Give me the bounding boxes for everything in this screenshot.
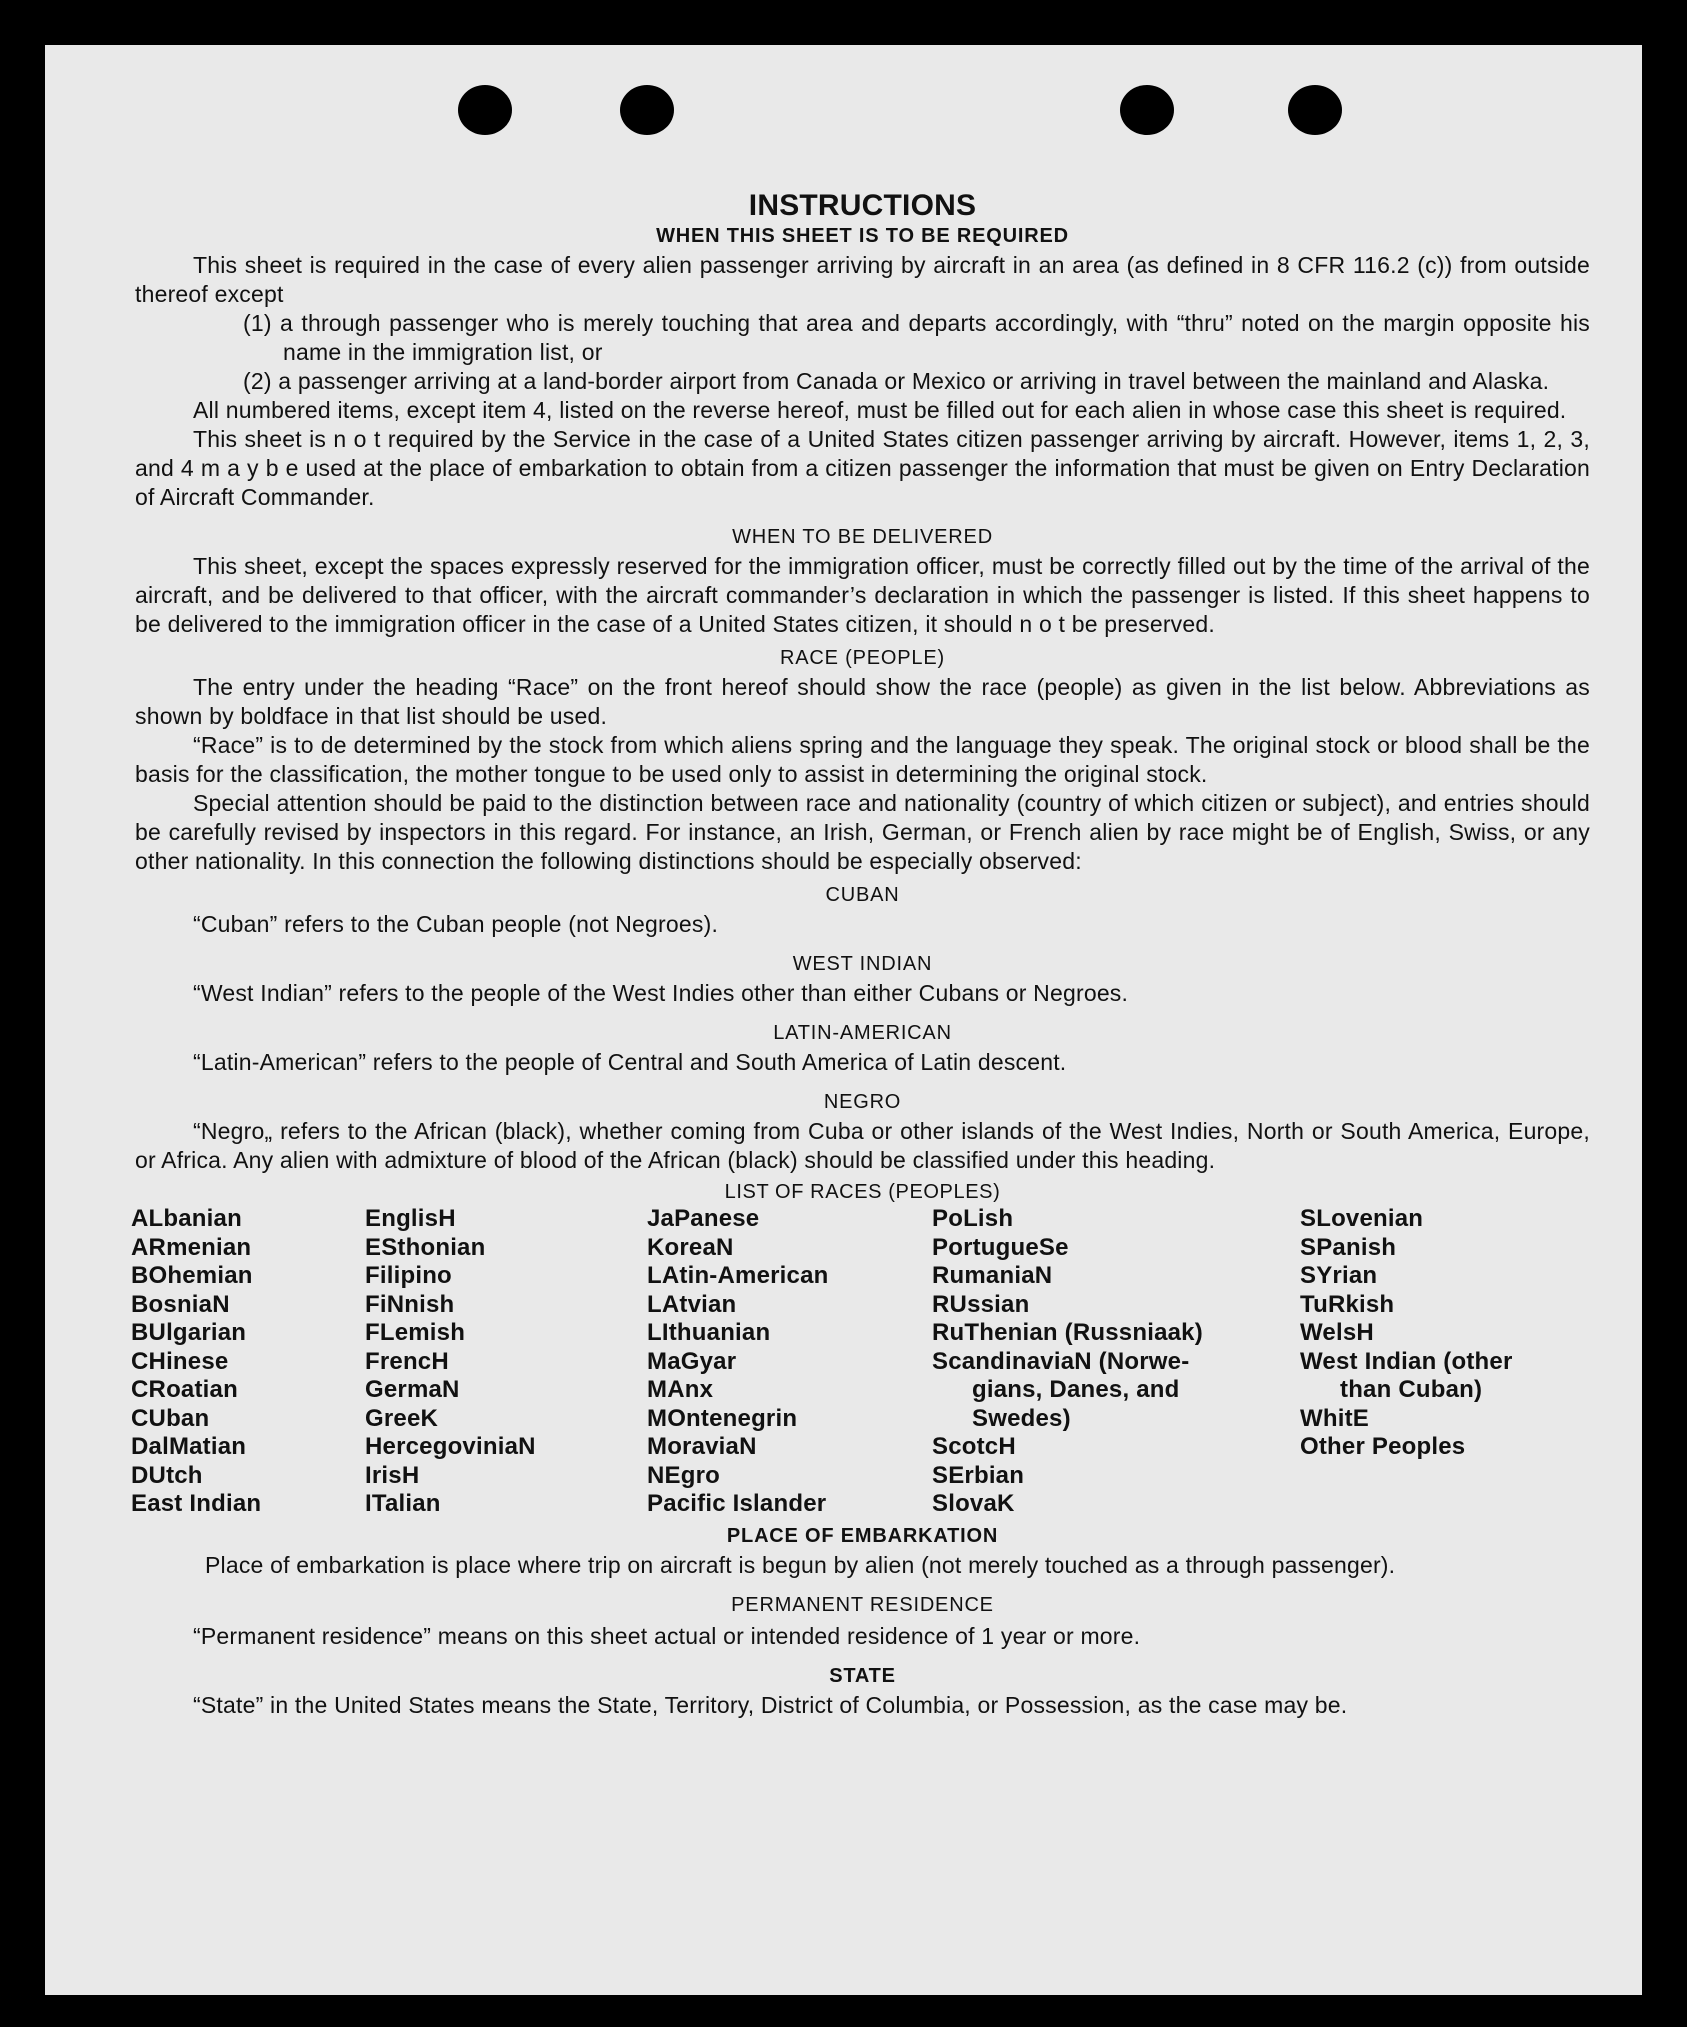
- race-entry: SErbian: [932, 1461, 1025, 1489]
- section-heading-cuban: CUBAN: [825, 884, 900, 906]
- race-entry: KoreaN: [647, 1233, 734, 1261]
- race-entry: ARmenian: [131, 1233, 252, 1261]
- race-entry: PoLish: [932, 1205, 1014, 1232]
- paragraph: “Race” is to de determined by the stock from which aliens spring and the language they speak. The original stock or blood shall be the basis for the classification, the mother tongue to be used only to assist in determining the original stock.: [135, 732, 1590, 787]
- section-heading-state: STATE: [829, 1665, 896, 1687]
- race-entry: MoraviaN: [647, 1433, 757, 1460]
- race-entry: ScotcH: [932, 1433, 1016, 1460]
- list-item: (2) a passenger arriving at a land-border airport from Canada or Mexico or arriving in travel between the mainland and Alaska.: [243, 368, 1550, 394]
- paragraph: “Permanent residence” means on this sheet actual or intended residence of 1 year or more.: [193, 1623, 1141, 1649]
- document-sheet: [45, 45, 1642, 1995]
- punch-hole: [620, 85, 674, 135]
- race-entry: RuThenian (Russniaak): [932, 1319, 1203, 1346]
- race-entry: ScandinaviaN (Norwe-: [932, 1347, 1190, 1375]
- race-entry: EnglisH: [365, 1205, 456, 1232]
- section-heading-west-indian: WEST INDIAN: [792, 953, 933, 975]
- race-entry: MAnx: [647, 1376, 714, 1403]
- race-entry: Filipino: [365, 1262, 452, 1289]
- section-heading-required: WHEN THIS SHEET IS TO BE REQUIRED: [656, 225, 1069, 247]
- race-entry: FiNnish: [365, 1290, 455, 1318]
- race-entry: LAtvian: [647, 1290, 737, 1318]
- race-entry: DalMatian: [131, 1433, 247, 1460]
- race-entry: MOntenegrin: [647, 1404, 798, 1432]
- punch-hole: [1120, 85, 1174, 135]
- race-entry: ESthonian: [365, 1233, 486, 1261]
- race-entry: WhitE: [1300, 1404, 1369, 1432]
- race-entry: CRoatian: [131, 1376, 238, 1403]
- paragraph: The entry under the heading “Race” on the front hereof should show the race (people) as given in the list below. Abbreviations as shown by boldface in that list should be used.: [135, 674, 1590, 729]
- race-entry: JaPanese: [647, 1205, 760, 1232]
- race-entry: BOhemian: [131, 1262, 253, 1289]
- race-entry: HercegoviniaN: [365, 1433, 536, 1460]
- race-entry: ITalian: [365, 1490, 441, 1517]
- race-entry: Pacific Islander: [647, 1490, 827, 1517]
- race-entry: RUssian: [932, 1290, 1030, 1318]
- race-entry: FLemish: [365, 1319, 466, 1346]
- races-column-1: [131, 1205, 261, 1519]
- race-entry: BosniaN: [131, 1290, 230, 1318]
- paragraph: Place of embarkation is place where trip on aircraft is begun by alien (not merely touched as a through passenger).: [205, 1552, 1396, 1578]
- race-entry: FrencH: [365, 1347, 449, 1375]
- race-entry: LIthuanian: [647, 1319, 771, 1346]
- races-column-2: [365, 1205, 536, 1519]
- section-heading-residence: PERMANENT RESIDENCE: [731, 1594, 994, 1616]
- race-entry: LAtin-American: [647, 1262, 829, 1289]
- race-entry: CHinese: [131, 1347, 229, 1375]
- paragraph: “State” in the United States means the State, Territory, District of Columbia, or Possession, as the case may be.: [193, 1692, 1348, 1718]
- race-entry: NEgro: [647, 1461, 720, 1489]
- race-entry: BUlgarian: [131, 1319, 247, 1346]
- races-list-heading: LIST OF RACES (PEOPLES): [724, 1181, 1001, 1203]
- race-entry: SlovaK: [932, 1490, 1015, 1517]
- paragraph: This sheet is required in the case of every alien passenger arriving by aircraft in an area (as defined in 8 CFR 116.2 (c)) from outside thereof except: [135, 252, 1590, 307]
- races-column-3: [647, 1205, 829, 1519]
- races-column-4: [932, 1205, 1203, 1519]
- paragraph: “Latin-American” refers to the people of Central and South America of Latin descent.: [193, 1049, 1067, 1075]
- race-entry: GreeK: [365, 1404, 439, 1432]
- race-entry: GermaN: [365, 1376, 460, 1403]
- race-entry: RumaniaN: [932, 1262, 1053, 1289]
- race-entry: PortugueSe: [932, 1233, 1069, 1261]
- paragraph: “Cuban” refers to the Cuban people (not Negroes).: [193, 911, 719, 937]
- section-heading-negro: NEGRO: [823, 1091, 902, 1113]
- race-entry: SYrian: [1300, 1262, 1378, 1289]
- document-body: [131, 145, 1590, 1720]
- race-entry: IrisH: [365, 1461, 420, 1489]
- section-heading-embarkation: PLACE OF EMBARKATION: [726, 1525, 999, 1547]
- race-entry-continued: than Cuban): [1340, 1376, 1483, 1403]
- races-list: [131, 1205, 1590, 1523]
- race-entry: West Indian (other: [1300, 1347, 1513, 1375]
- race-entry: DUtch: [131, 1461, 203, 1489]
- paragraph: Special attention should be paid to the distinction between race and nationality (country of which citizen or subject), and entries should be carefully revised by inspectors in this regard. For instance, an Irish, German, or French alien by race might be of English, Swiss, or any other nationality. In this connection the following distinctions should be especially observed:: [135, 790, 1590, 874]
- page-title: INSTRUCTIONS: [748, 189, 977, 222]
- race-entry: East Indian: [131, 1490, 262, 1517]
- race-entry: Other Peoples: [1300, 1433, 1466, 1460]
- paragraph: “West Indian” refers to the people of the West Indies other than either Cubans or Negroes.: [193, 980, 1129, 1006]
- race-entry: SPanish: [1300, 1233, 1397, 1261]
- list-item: (1) a through passenger who is merely touching that area and departs accordingly, with “thru” noted on the margin opposite his name in the immigration list, or: [243, 310, 1590, 365]
- paragraph: All numbered items, except item 4, listed on the reverse hereof, must be filled out for each alien in whose case this sheet is required.: [193, 397, 1567, 423]
- race-entry: SLovenian: [1300, 1205, 1424, 1232]
- race-entry-continued: Swedes): [972, 1404, 1071, 1432]
- race-entry: CUban: [131, 1404, 210, 1432]
- race-entry-continued: gians, Danes, and: [972, 1376, 1180, 1403]
- races-column-5: [1300, 1205, 1513, 1462]
- section-heading-latin-american: LATIN-AMERICAN: [773, 1022, 952, 1044]
- race-entry: TuRkish: [1300, 1290, 1395, 1318]
- race-entry: ALbanian: [131, 1205, 242, 1232]
- section-heading-race: RACE (PEOPLE): [780, 647, 945, 669]
- paragraph: This sheet, except the spaces expressly reserved for the immigration officer, must be correctly filled out by the time of the arrival of the aircraft, and be delivered to that officer, with the aircraft commander’s declaration in which the passenger is listed. If this sheet happens to be delivered to the immigration officer in the case of a United States citizen, it should n o t be preserved.: [135, 553, 1590, 637]
- paragraph: “Negro„ refers to the African (black), whether coming from Cuba or other islands of the West Indies, North or South America, Europe, or Africa. Any alien with admixture of blood of the African (black) should be classified under this heading.: [135, 1118, 1590, 1173]
- race-entry: MaGyar: [647, 1347, 737, 1375]
- punch-hole: [1288, 85, 1342, 135]
- paragraph: This sheet is n o t required by the Service in the case of a United States citizen passenger arriving by aircraft. However, items 1, 2, 3, and 4 m a y b e used at the place of embarkation to obtain from a citizen passenger the information that must be given on Entry Declaration of Aircraft Commander.: [135, 426, 1590, 510]
- race-entry: WelsH: [1300, 1319, 1374, 1346]
- section-heading-delivered: WHEN TO BE DELIVERED: [732, 526, 993, 548]
- punch-hole: [458, 85, 512, 135]
